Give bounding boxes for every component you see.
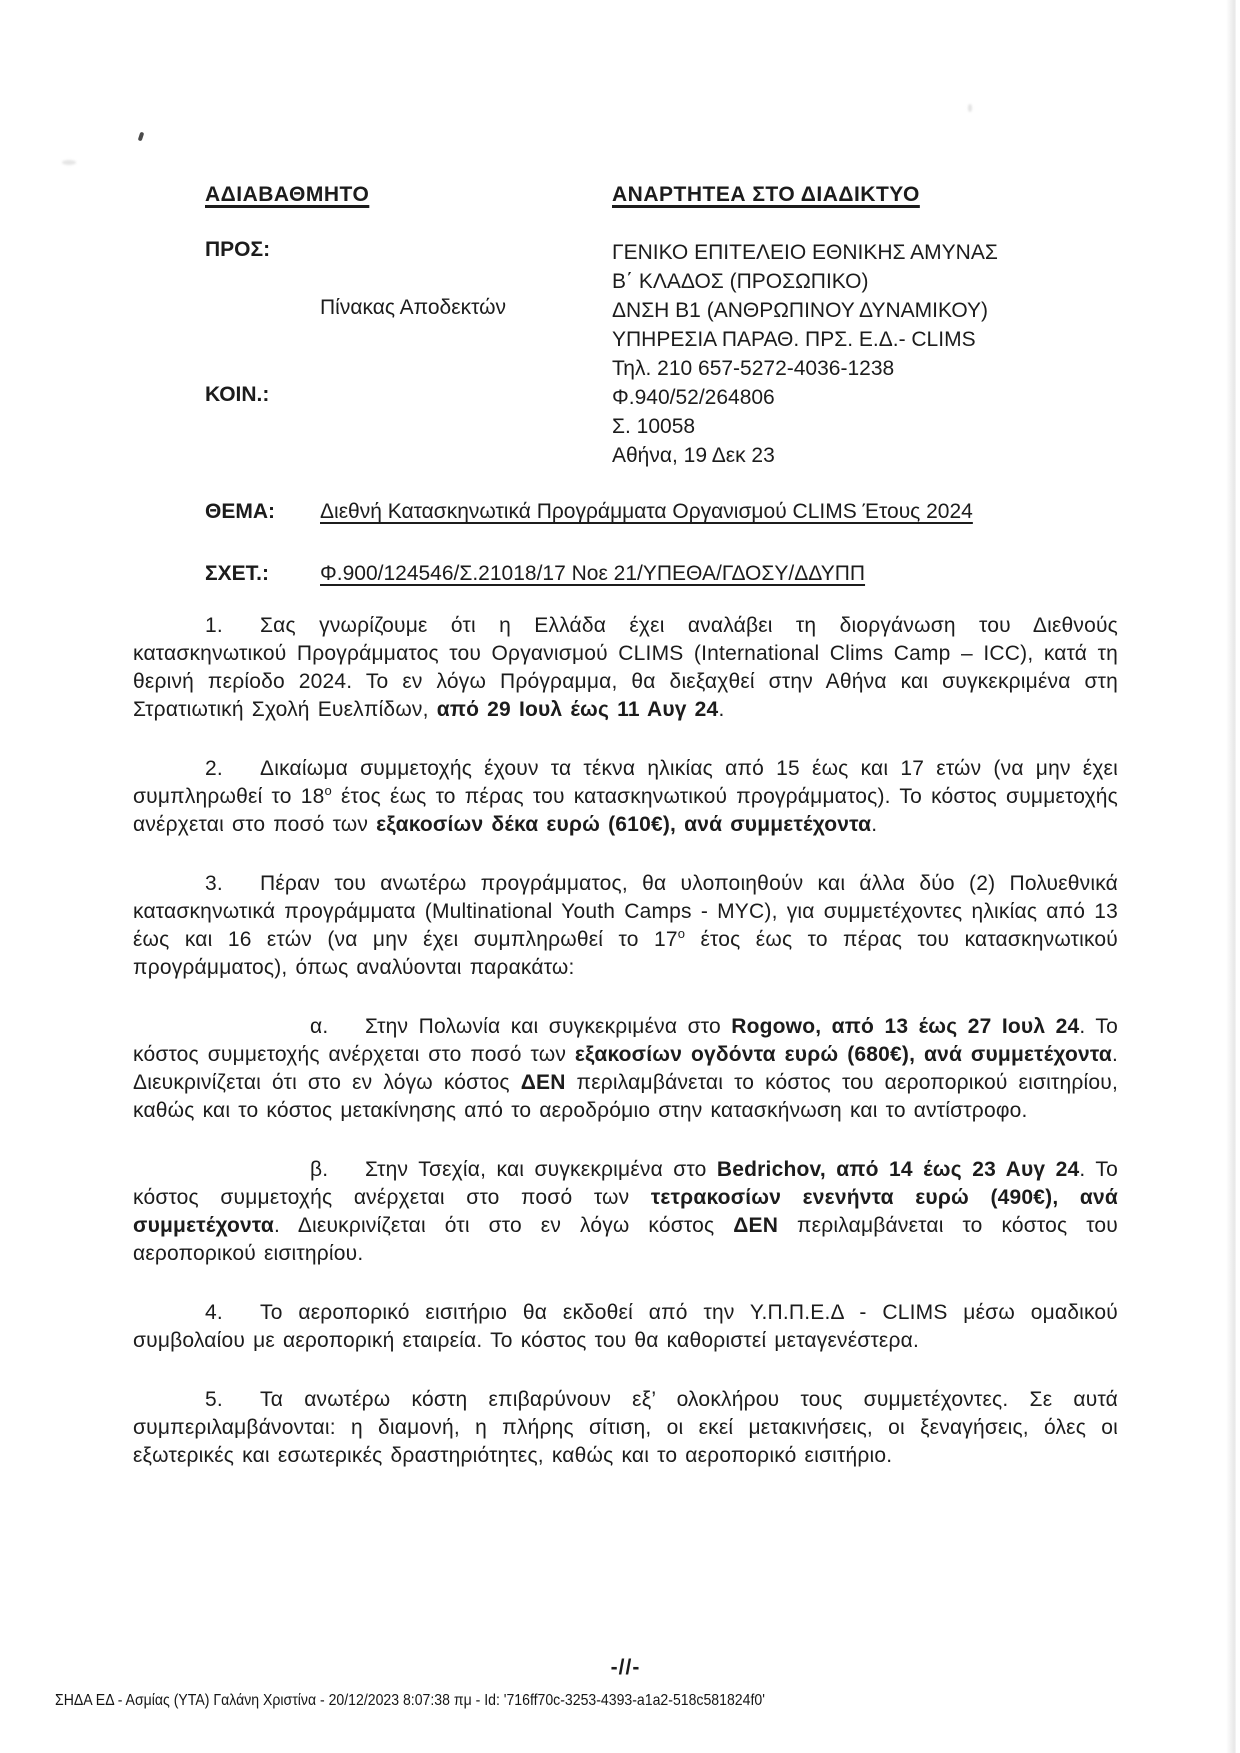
subject-text: Διεθνή Κατασκηνωτικά Προγράμματα Οργανισμού CLIMS Έτους 2024 [320, 500, 973, 523]
paragraph-4: 4. Το αεροπορικό εισιτήριο θα εκδοθεί από την Υ.Π.Π.Ε.Δ - CLIMS μέσω ομαδικού συμβολαίου με αεροπορική εταιρεία. Το κόστος του θα καθοριστεί μεταγενέστερα. [133, 1301, 1118, 1352]
paragraph-number: 1. [205, 614, 223, 637]
reference-label: ΣΧΕΤ.: [205, 562, 269, 585]
subject-label: ΘΕΜΑ: [205, 500, 275, 523]
sender-line: ΓΕΝΙΚΟ ΕΠΙΤΕΛΕΙΟ ΕΘΝΙΚΗΣ ΑΜΥΝΑΣ [612, 241, 998, 264]
paragraph-3: 3. Πέραν του ανωτέρω προγράμματος, θα υλοποιηθούν και άλλα δύο (2) Πολυεθνικά κατασκηνωτικά προγράμματα (Multinational Youth Camps - MYC), για συμμετέχοντες ηλικίας από 13 έως και 16 ετών (να μην έχει συμπληρωθεί το $17^o$ έτος έως το πέρας του κατασκηνωτικού προγράμματος), όπως αναλύονται παρακάτω: [133, 872, 1118, 979]
paragraph-number: 4. [205, 1301, 223, 1324]
reference-row [133, 562, 1118, 592]
document-body [133, 612, 1118, 1501]
paragraph-5: 5. Τα ανωτέρω κόστη επιβαρύνουν εξ’ ολοκλήρου τους συμμετέχοντες. Σε αυτά συμπεριλαμβάνονται: η διαμονή, η πλήρης σίτιση, οι εκεί μετακινήσεις, οι ξεναγήσεις, όλες οι εξωτερικές και εσωτερικές δραστηριότητες, καθώς και το αεροπορικό εισιτήριο. [133, 1388, 1118, 1467]
paragraph-α: α. Στην Πολωνία και συγκεκριμένα στο Rogowo, από 13 έως 27 Ιουλ 24. Το κόστος συμμετοχής ανέρχεται στο ποσό των εξακοσίων ογδόντα ευρώ (680€), ανά συμμετέχοντα. Διευκρινίζεται ότι στο εν λόγω κόστος ΔΕΝ περιλαμβάνεται το κόστος του αεροπορικού εισιτηρίου, καθώς και το κόστος μετακίνησης από το αεροδρόμιο στην κατασκήνωση και το αντίστροφο. [133, 1015, 1119, 1122]
scan-speck [62, 160, 76, 165]
sender-line: Αθήνα, 19 Δεκ 23 [612, 444, 775, 467]
paragraph-2: 2. Δικαίωμα συμμετοχής έχουν τα τέκνα ηλικίας από 15 έως και 17 ετών (να μην έχει συμπληρωθεί το $18^o$ έτος έως το πέρας του κατασκηνωτικού προγράμματος). Το κόστος συμμετοχής ανέρχεται στο ποσό των εξακοσίων δέκα ευρώ (610€), ανά συμμετέχοντα. [133, 757, 1118, 836]
address-block [133, 238, 1118, 478]
cc-label: ΚΟΙΝ.: [205, 383, 270, 406]
scan-edge-shade [1226, 0, 1236, 1753]
sender-block [612, 238, 998, 470]
paragraph-β: β. Στην Τσεχία, και συγκεκριμένα στο Bedrichov, από 14 έως 23 Αυγ 24. Το κόστος συμμετοχής ανέρχεται στο ποσό των τετρακοσίων ενενήντα ευρώ (490€), ανά συμμετέχοντα. Διευκρινίζεται ότι στο εν λόγω κόστος ΔΕΝ περιλαμβάνεται το κόστος του αεροπορικού εισιτηρίου. [133, 1158, 1118, 1265]
to-label: ΠΡΟΣ: [205, 238, 271, 261]
classification-row [133, 183, 1118, 213]
paragraph-1: 1. Σας γνωρίζουμε ότι η Ελλάδα έχει αναλάβει τη διοργάνωση του Διεθνούς κατασκηνωτικού Προγράμματος του Οργανισμού CLIMS (International Clims Camp – ICC), κατά τη θερινή περίοδο 2024. Το εν λόγω Πρόγραμμα, θα διεξαχθεί στην Αθήνα και συγκεκριμένα στη Στρατιωτική Σχολή Ευελπίδων, από 29 Ιουλ έως 11 Αυγ 24. [133, 614, 1118, 721]
paragraph-number: 3. [205, 872, 223, 895]
page-break-mark: -//- [610, 1656, 641, 1679]
sender-line: ΔΝΣΗ Β1 (ΑΝΘΡΩΠΙΝΟΥ ΔΥΝΑΜΙΚΟΥ) [612, 299, 989, 322]
paragraph-number: β. [310, 1158, 329, 1181]
to-value: Πίνακας Αποδεκτών [320, 296, 506, 319]
reference-text: Φ.900/124546/Σ.21018/17 Νοε 21/ΥΠΕΘΑ/ΓΔΟΣΥ/ΔΔΥΠΠ [320, 562, 866, 585]
sender-line: Φ.940/52/264806 [612, 386, 775, 409]
sender-line: ΥΠΗΡΕΣΙΑ ΠΑΡΑΘ. ΠΡΣ. Ε.Δ.- CLIMS [612, 328, 976, 351]
paragraph-number: 2. [205, 757, 223, 780]
scan-speck [138, 132, 145, 142]
footer-line: ΣΗΔΑ ΕΔ - Ασμίας (ΥΤΑ) Γαλάνη Χριστίνα - 20/12/2023 8:07:38 πμ - Id: '716ff70c-3253-4393-a1a2-518c581824f0' [55, 1692, 765, 1709]
paragraph-number: α. [310, 1015, 329, 1038]
scan-speck [968, 104, 972, 112]
subject-row [133, 500, 1118, 530]
classification-label: ΑΔΙΑΒΑΘΜΗΤΟ [205, 183, 370, 206]
sender-line: Β΄ ΚΛΑΔΟΣ (ΠΡΟΣΩΠΙΚΟ) [612, 270, 869, 293]
sender-line: Τηλ. 210 657-5272-4036-1238 [612, 357, 895, 380]
paragraph-number: 5. [205, 1388, 223, 1411]
internet-posting-label: ΑΝΑΡΤΗΤΕΑ ΣΤΟ ΔΙΑΔΙΚΤΥΟ [612, 183, 920, 206]
sender-line: Σ. 10058 [612, 415, 696, 438]
